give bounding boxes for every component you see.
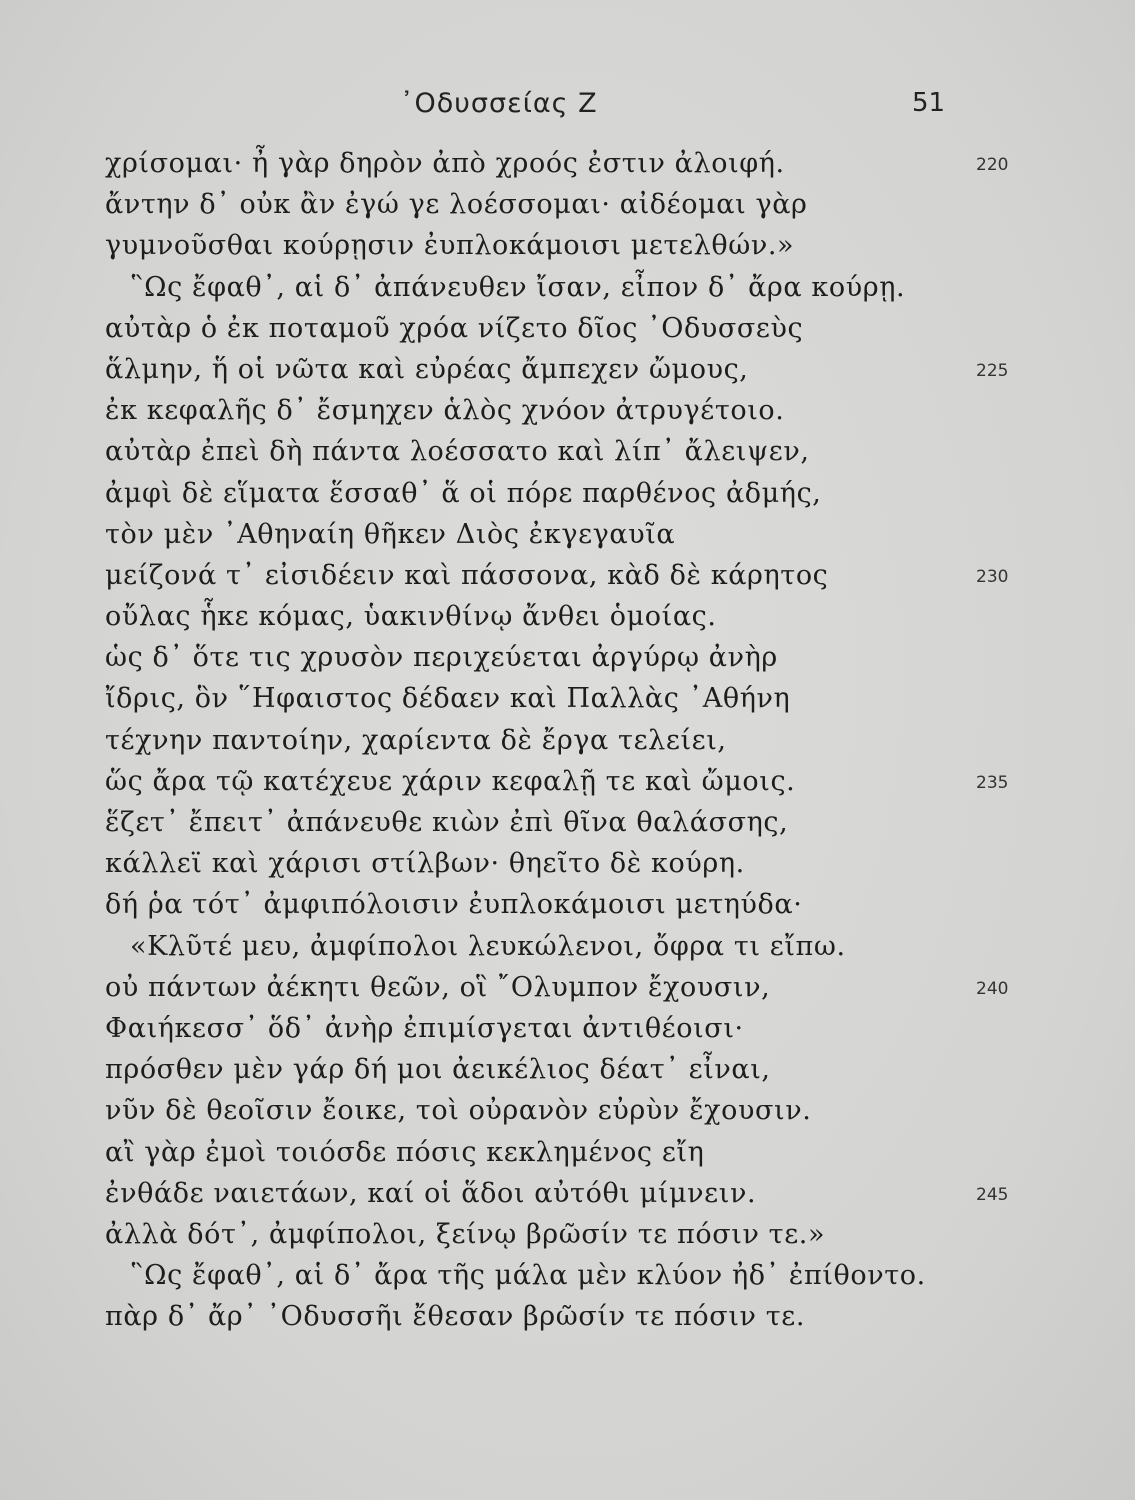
verse-line [0, 967, 1135, 1008]
verse-text: ἕζετ᾿ ἔπειτ᾿ ἀπάνευθε κιὼν ἐπὶ θῖνα θαλάσσης, [105, 807, 789, 838]
line-number: 220 [976, 155, 1009, 175]
verse-text: νῦν δὲ θεοῖσιν ἔοικε, τοὶ οὐρανὸν εὐρὺν ἔχουσιν. [105, 1095, 812, 1127]
verse-text: ἴδρις, ὃν ῞Ηφαιστος δέδαεν καὶ Παλλὰς ᾿Αθήνη [105, 683, 791, 715]
verse-line [0, 720, 1135, 761]
verse-text: ἀμφὶ δὲ εἵματα ἕσσαθ᾿ ἅ οἱ πόρε παρθένος ἀδμής, [105, 477, 822, 509]
verse-line [0, 843, 1135, 884]
verse-line [0, 143, 1135, 184]
line-number: 235 [976, 772, 1009, 793]
verse-text: ῝Ως ἔφαθ᾿, αἱ δ᾿ ἄρα τῆς μάλα μὲν κλύον ἠδ᾿ ἐπίθοντο. [130, 1260, 926, 1292]
line-number: 225 [976, 360, 1009, 381]
verse-line [0, 678, 1135, 719]
verse-line [0, 761, 1135, 802]
verse-line [0, 308, 1135, 349]
verse-text: ἐκ κεφαλῆς δ᾿ ἔσμηχεν ἁλὸς χνόον ἀτρυγέτοιο. [105, 395, 785, 427]
verse-line [0, 1049, 1135, 1090]
verse-text: ἀλλὰ δότ᾿, ἀμφίπολοι, ξείνῳ βρῶσίν τε πόσιν τε.» [105, 1218, 826, 1250]
verse-text: ὥς ἄρα τῷ κατέχευε χάριν κεφαλῇ τε καὶ ὤμοις. [105, 765, 796, 797]
verse-line [0, 1255, 1135, 1296]
verse-line [0, 1173, 1135, 1214]
verse-text: οὐ πάντων ἀέκητι θεῶν, οἳ ῎Ολυμπον ἔχουσιν, [105, 971, 771, 1003]
verse-text: πὰρ δ᾿ ἄρ᾿ ᾿Οδυσσῆι ἔθεσαν βρῶσίν τε πόσιν τε. [105, 1301, 806, 1333]
running-head [0, 88, 1135, 128]
verse-line [0, 1214, 1135, 1255]
verse-line [0, 473, 1135, 514]
verse-line [0, 514, 1135, 555]
verse-text: αὐτὰρ ἐπεὶ δὴ πάντα λοέσσατο καὶ λίπ᾿ ἄλειψεν, [105, 436, 810, 468]
verse-line [0, 1090, 1135, 1131]
verse-text: τὸν μὲν ᾿Αθηναίη θῆκεν Διὸς ἐκγεγαυῖα [105, 518, 676, 550]
verse-line [0, 390, 1135, 431]
verse-line [0, 349, 1135, 390]
verse-line [0, 1008, 1135, 1049]
verse-line [0, 1132, 1135, 1173]
verse-line [0, 596, 1135, 637]
verse-text: αὐτὰρ ὁ ἐκ ποταμοῦ χρόα νίζετο δῖος ᾿Οδυσσεὺς [105, 312, 804, 344]
verse-line [0, 225, 1135, 266]
verse-line [0, 884, 1135, 925]
verse-text: γυμνοῦσθαι κούρῃσιν ἐυπλοκάμοισι μετελθών.» [105, 230, 795, 262]
verse-line [0, 637, 1135, 678]
verse-text: ὡς δ᾿ ὅτε τις χρυσὸν περιχεύεται ἀργύρῳ ἀνὴρ [105, 642, 778, 674]
verse-text: κάλλεϊ καὶ χάρισι στίλβων· θηεῖτο δὲ κούρη. [105, 848, 745, 880]
verse-line [0, 555, 1135, 596]
verse-line [0, 267, 1135, 308]
verse-line [0, 926, 1135, 967]
verse-line [0, 431, 1135, 472]
verse-text: ῝Ως ἔφαθ᾿, αἱ δ᾿ ἀπάνευθεν ἴσαν, εἶπον δ᾿ ἄρα κούρῃ. [130, 271, 906, 303]
verse-text: τέχνην παντοίην, χαρίεντα δὲ ἔργα τελείει, [105, 724, 727, 756]
line-number: 240 [976, 978, 1009, 999]
verse-text: χρίσομαι· ἦ γὰρ δηρὸν ἀπὸ χροός ἐστιν ἀλοιφή. [105, 148, 785, 179]
page-number: 51 [912, 88, 946, 118]
verse-text: αἲ γὰρ ἐμοὶ τοιόσδε πόσις κεκλημένος εἴη [105, 1136, 705, 1168]
verse-text: οὔλας ἧκε κόμας, ὑακινθίνῳ ἄνθει ὁμοίας. [105, 601, 717, 633]
verse-block [0, 143, 1135, 1337]
verse-text: Φαιήκεσσ᾿ ὅδ᾿ ἀνὴρ ἐπιμίσγεται ἀντιθέοισι· [105, 1012, 744, 1044]
verse-text: ἅλμην, ἥ οἱ νῶτα καὶ εὐρέας ἄμπεχεν ὤμους, [105, 353, 749, 385]
verse-line [0, 1296, 1135, 1337]
verse-text: ἐνθάδε ναιετάων, καί οἱ ἅδοι αὐτόθι μίμνειν. [105, 1177, 757, 1209]
verse-line [0, 184, 1135, 225]
verse-text: ἄντην δ᾿ οὐκ ἂν ἐγώ γε λοέσσομαι· αἰδέομαι γὰρ [105, 189, 808, 221]
verse-line [0, 802, 1135, 843]
line-number: 230 [976, 566, 1009, 587]
verse-text: μείζονά τ᾿ εἰσιδέειν καὶ πάσσονα, κὰδ δὲ κάρητος [105, 559, 829, 591]
running-title: ᾿Οδυσσείας Ζ [400, 88, 598, 119]
line-number: 245 [976, 1184, 1009, 1205]
verse-text: «Κλῦτέ μευ, ἀμφίπολοι λευκώλενοι, ὄφρα τι εἴπω. [130, 930, 846, 962]
verse-text: δή ῥα τότ᾿ ἀμφιπόλοισιν ἐυπλοκάμοισι μετηύδα· [105, 889, 803, 921]
verse-text: πρόσθεν μὲν γάρ δή μοι ἀεικέλιος δέατ᾿ εἶναι, [105, 1054, 771, 1086]
